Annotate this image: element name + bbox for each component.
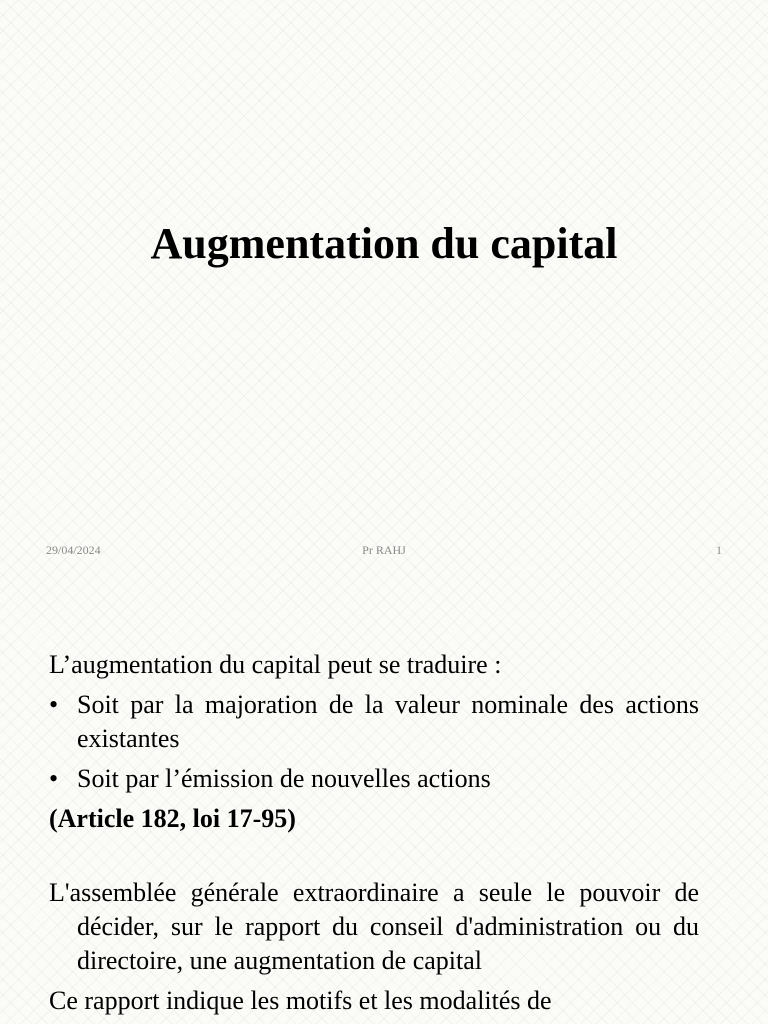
bullet-text: Soit par l’émission de nouvelles actions bbox=[77, 764, 491, 793]
bullet-item bbox=[49, 762, 699, 796]
paragraph-report: Ce rapport indique les motifs et les modalités de bbox=[49, 986, 552, 1015]
bullet-icon: • bbox=[49, 690, 59, 719]
slide-title: Augmentation du capital bbox=[150, 219, 618, 268]
slide-body bbox=[49, 648, 699, 1024]
bullet-text: Soit par la majoration de la valeur nominale des actions existantes bbox=[77, 690, 699, 753]
footer-date: 29/04/2024 bbox=[46, 543, 101, 557]
footer-page-number: 1 bbox=[716, 543, 722, 557]
spacer bbox=[49, 842, 699, 876]
intro-text: L’augmentation du capital peut se traduire : bbox=[49, 650, 502, 679]
bullet-icon: • bbox=[49, 764, 59, 793]
footer-author: Pr RAHJ bbox=[362, 543, 406, 557]
paragraph-assembly: L'assemblée générale extraordinaire a seule le pouvoir de décider, sur le rapport du conseil d'administration ou du directoire, une augmentation de capital bbox=[49, 878, 699, 975]
bullet-item bbox=[49, 688, 699, 756]
article-reference: (Article 182, loi 17-95) bbox=[49, 804, 296, 833]
content-slide bbox=[0, 576, 768, 1024]
